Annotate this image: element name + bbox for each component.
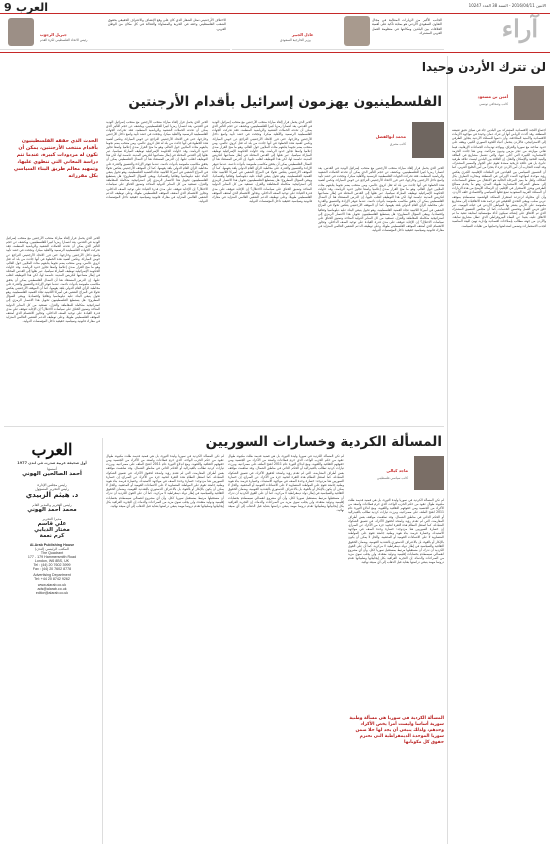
teaser-right-name: عادل الجبير <box>292 32 314 37</box>
article3-author-role: كاتب سياسي فلسطيني <box>376 476 408 480</box>
masthead-manager-3: كرم نعمة <box>39 533 65 539</box>
article3-body-col1 <box>348 498 444 710</box>
masthead-office: المكتب الرئيسي (لندن) <box>34 547 69 551</box>
article2-body-text-4: الخبر الذي يحمل قرار إلغاء مباراة منتخب الأرجنتين مع منتخب إسرائيل الودية في القدس، يعد انتصارا رمزيا كبيرا للفلسطينيين، ويكشف عن حجم التأثير الذي يمكن أن تحدثه الحملات الشعبية والرياضية المنظمة. فقد تحركت الجهات الفلسطينية الرسمية والأهلية مبكرا، ونجحت في حشد تأييد واسع داخل الأرجنتين وخارجها، حتى قرر الاتحاد الأرجنتيني التراجع عن خوض المباراة. وتكمن أهمية هذه الخطوة في أنها جاءت من بلد له ثقل كروي عالمي، ومن منتخب يضم نجوما يتابعهم مئات الملايين حول العالم، وهو ما منح القرار صدى إعلاميا واسعا تجاوز حدود الرياضة. وقد حاولت الحكومة الإسرائيلية توظيف المباراة سياسيا، عبر نقلها إلى القدس المحتلة في إطار مساعيها لتكريس المدينة عاصمة لها، لكن هذا التوظيف انقلب عليها. إن الدرس المستفاد هنا أن النضال الفلسطيني يمكن أن يحقق مكاسب ملموسة بأدوات ناعمة، عندما تتوفر الإرادة والتنسيق والقدرة على مخاطبة الرأي العام الدولي بلغة يفهمها. كما أن الموقف الأرجنتيني يعكس تحولا في المزاج الشعبي في أميركا اللاتينية تجاه القضية الفلسطينية، وهو تحول ينبغي البناء عليه دبلوماسيا وثقافيا واقتصاديا. ويبقى السؤال المطروح: هل يستطيع الفلسطينيون تحويل هذا الانتصار الرمزي إلى استراتيجية متكاملة للمقاطعة والعزل، تستفيد من كل المنابر الدولية المتاحة وتضيق الخناق على سياسات الاحتلال؟ إن الإجابة تتوقف على مدى قدرة القيادة على توحيد الصف الداخلي، وتجاوز الانقسام الذي أضعف الموقف الفلسطيني طويلا، وعلى توظيف الدعم الشعبي العالمي المتزايد في معارك قانونية وسياسية حقيقية داخل المؤسسات الدولية. <box>6 236 100 324</box>
section-title: آراء <box>501 14 538 43</box>
article2-pull-quote: الحدث الذي حققه الفلسطينيون بأقدام منتخب الأرجنتين، يمكن أن تكون له مردودات كبيرة، عندما تتم دراسة المعاني التي تنطوي عليها، وتمهيد معالم طريق البناء السياسي بكل مقرراته <box>13 138 98 179</box>
article1-headline: لن تترك الأردن وحيدا <box>421 60 546 74</box>
article1-author-role: كاتب وصحافي تونسي <box>479 102 508 106</box>
masthead-fax: Fax : (44) 20 7602 8778 <box>32 567 72 571</box>
article2-headline: الفلسطينيون يهزمون إسرائيل بأقدام الأرجنتين <box>128 94 442 110</box>
article1-author-name: أمين بن مسعود <box>477 94 508 99</box>
masthead-logo: العرب <box>31 440 73 459</box>
masthead-tel: Tel : (44) 20 7602 3999 <box>33 563 71 567</box>
article1-body <box>452 128 546 840</box>
teaser-left-photo <box>8 18 34 46</box>
masthead-ceo: محمد أحمد الهوني <box>27 507 77 513</box>
dateline: الاثنين 2016/04/11 - السنة 38 العدد 10247 <box>468 3 546 8</box>
teaser-left <box>0 14 230 50</box>
article2-body-text-3: الخبر الذي يحمل قرار إلغاء مباراة منتخب الأرجنتين مع منتخب إسرائيل الودية في القدس، يعد انتصارا رمزيا كبيرا للفلسطينيين، ويكشف عن حجم التأثير الذي يمكن أن تحدثه الحملات الشعبية والرياضية المنظمة. فقد تحركت الجهات الفلسطينية الرسمية والأهلية مبكرا، ونجحت في حشد تأييد واسع داخل الأرجنتين وخارجها، حتى قرر الاتحاد الأرجنتيني التراجع عن خوض المباراة. وتكمن أهمية هذه الخطوة في أنها جاءت من بلد له ثقل كروي عالمي، ومن منتخب يضم نجوما يتابعهم مئات الملايين حول العالم، وهو ما منح القرار صدى إعلاميا واسعا تجاوز حدود الرياضة. وقد حاولت الحكومة الإسرائيلية توظيف المباراة سياسيا، عبر نقلها إلى القدس المحتلة في إطار مساعيها لتكريس المدينة عاصمة لها، لكن هذا التوظيف انقلب عليها. إن الدرس المستفاد هنا أن النضال الفلسطيني يمكن أن يحقق مكاسب ملموسة بأدوات ناعمة، عندما تتوفر الإرادة والتنسيق والقدرة على مخاطبة الرأي العام الدولي بلغة يفهمها. كما أن الموقف الأرجنتيني يعكس تحولا في المزاج الشعبي في أميركا اللاتينية تجاه القضية الفلسطينية، وهو تحول ينبغي البناء عليه دبلوماسيا وثقافيا واقتصاديا. ويبقى السؤال المطروح: هل يستطيع الفلسطينيون تحويل هذا الانتصار الرمزي إلى استراتيجية متكاملة للمقاطعة والعزل، تستفيد من كل المنابر الدولية المتاحة وتضيق الخناق على سياسات الاحتلال؟ إن الإجابة تتوقف على مدى قدرة القيادة على توحيد الصف الداخلي، وتجاوز الانقسام الذي أضعف الموقف الفلسطيني طويلا، وعلى توظيف الدعم الشعبي العالمي المتزايد في معارك قانونية وسياسية حقيقية داخل المؤسسات الدولية. <box>106 120 208 203</box>
article3-body-text-1: لم تكن المسألة الكردية في سوريا وليدة الثورة، بل هي قضية قديمة ظلت مكبوتة طوال عقود من حكم الحزب الواحد، الذي حرم قطاعات واسعة من الأكراد من الجنسية ومن حقوقهم الثقافية واللغوية. ومع اندلاع الثورة عام 2011 انفتح الملف على مصراعيه، وبرزت تيارات كردية تطالب بالفيدرالية أو الحكم الذاتي في مناطق الشمال. وقد ساهمت مواقف بعض أطراف المعارضة، التي لم تقدم رؤية واضحة لحقوق الأكراد، في تعميق الشكوك المتبادلة، كما استغل النظام هذه الثغرة لتحييد جزء من الأكراد عن الصراع. إن خسارة السوريين هنا مزدوجة: خسارة وحدة الصف في مواجهة الاستبداد، وخسارة فرصة بناء هوية وطنية جامعة تقوم على المواطنة المتساوية لا على الانتماءات القومية أو المذهبية. والحل لا يمكن أن يكون بالإنكار أو بالقوة، بل بالاعتراف الدستوري بالتعددية القومية، وضمان الحقوق الثقافية والسياسية في إطار دولة ديمقراطية لا مركزية. كما أن على القوى الكردية أن تدرك أن مستقبلها مرتبط بمستقبل سوريا ككل، وأن أي مشروع انفصالي سيصطدم بحسابات إقليمية ودولية معقدة، ولن يجلب سوى مزيد من الصراعات والدماء. إن التجربة العراقية بكل إيجابياتها وسلبياتها تقدم دروسا مهمة ينبغي دراستها بعناية قبل الذهاب إلى أي صيغة نهائية. <box>348 498 444 565</box>
masthead <box>6 440 98 595</box>
article3-headline: المسألة الكردية وخسارات السوريين <box>205 434 442 450</box>
article2-author-name: محمد أبوالفضل <box>375 134 406 139</box>
teaser-right-quote: الجانب الأكبر من الزيارات المتتالية في مجال التعاون السعودي الأردني هو بمثابة تأكيد على أهمية العلاقات بين البلدين ومكانتها في منظومة العمل العربي المشترك. <box>372 18 442 36</box>
masthead-founded: أول صحيفة عربية صدرت في لندن 1977 <box>17 461 87 465</box>
article3-author-photo <box>414 456 444 490</box>
masthead-web-3: editor@alarab.co.uk <box>35 591 69 595</box>
article3-body-text-2: لم تكن المسألة الكردية في سوريا وليدة الثورة، بل هي قضية قديمة ظلت مكبوتة طوال عقود من حكم الحزب الواحد، الذي حرم قطاعات واسعة من الأكراد من الجنسية ومن حقوقهم الثقافية واللغوية. ومع اندلاع الثورة عام 2011 انفتح الملف على مصراعيه، وبرزت تيارات كردية تطالب بالفيدرالية أو الحكم الذاتي في مناطق الشمال. وقد ساهمت مواقف بعض أطراف المعارضة، التي لم تقدم رؤية واضحة لحقوق الأكراد، في تعميق الشكوك المتبادلة، كما استغل النظام هذه الثغرة لتحييد جزء من الأكراد عن الصراع. إن خسارة السوريين هنا مزدوجة: خسارة وحدة الصف في مواجهة الاستبداد، وخسارة فرصة بناء هوية وطنية جامعة تقوم على المواطنة المتساوية لا على الانتماءات القومية أو المذهبية. والحل لا يمكن أن يكون بالإنكار أو بالقوة، بل بالاعتراف الدستوري بالتعددية القومية، وضمان الحقوق الثقافية والسياسية في إطار دولة ديمقراطية لا مركزية. كما أن على القوى الكردية أن تدرك أن مستقبلها مرتبط بمستقبل سوريا ككل، وأن أي مشروع انفصالي سيصطدم بحسابات إقليمية ودولية معقدة، ولن يجلب سوى مزيد من الصراعات والدماء. إن التجربة العراقية بكل إيجابياتها وسلبياتها تقدم دروسا مهمة ينبغي دراستها بعناية قبل الذهاب إلى أي صيغة نهائية. <box>228 454 344 513</box>
article1-author <box>450 84 546 124</box>
teaser-right-role: وزير الخارجية السعودي <box>280 38 311 42</box>
masthead-web-2: ads@alarab.co.uk <box>37 587 67 591</box>
article1-author-photo <box>514 86 544 120</box>
masthead-manager-1: علي قاسم <box>37 521 67 527</box>
teaser-right-photo <box>344 16 370 46</box>
article2-author-role: كاتب مصري <box>389 142 406 146</box>
article3-body-col3 <box>106 454 224 840</box>
masthead-ceo-label: رئيس التحرير والمدير العام <box>32 503 72 507</box>
top-bar <box>0 0 550 14</box>
teaser-left-quote: الاختلاف الأرجنتيني تمثل الشعار الذي كان على وقع الإنصاف والاعتراف الحقيقي بحقوق الشعب الفلسطيني وحقه في الحرية والمساواة والعدالة في كل مكان من الوطن العربي. <box>108 18 226 31</box>
teaser-right <box>232 14 444 50</box>
masthead-managing-label: مديرا التحرير <box>42 517 62 521</box>
article3-author <box>346 454 446 494</box>
article2-body-col2 <box>212 120 312 420</box>
article3-body-col2 <box>228 454 344 840</box>
article1-body-text: اجتماع اللجنة الاقتصادية المشتركة بين البلدين جاء في سياق دقيق تعيشه المنطقة، وقد أكدت الرياض أنها لن تترك عمان وحيدة في مواجهة الأزمات الاقتصادية والأمنية المتلاحقة، وأن دعمها للمملكة الأردنية يتجاوز الظرفي إلى الاستراتيجي. فالأردن يتحمل أعباء اللجوء السوري الكبير، ويقف على حدود ساخنة مع سوريا والعراق، ويواجه تهديدات الجماعات الإرهابية، فيما تعاني موازنته من عجز مزمن وديون متراكمة. ومن هنا جاءت الحزمة الاستثمارية الكبيرة التي أعلن عنها، والتي تشمل مشاريع في الطاقة والبنية التحتية والإسكان والنقل. إن العلاقة بين البلدين ليست علاقة ظرفية عابرة، بل هي علاقة تاريخية ممتدة تقوم على الجوار والمصير المشترك، وقد أثبتت التجارب أن أمن الأردن جزء لا يتجزأ من أمن الخليج العربي. كما أن التنسيق السياسي بين القيادتين في الملفات الإقليمية الكبرى يعكس رؤية موحدة لمواجهة التمدد الإيراني في المنطقة ومحاربة التطرف بكل أشكاله. ولعل ما يميز المرحلة الحالية هو الانتقال من منطق المساعدات إلى منطق الشراكة الاستثمارية طويلة المدى، وهو ما يخدم مصالح الطرفين ويعزز الاستقرار في الإقليم. إن الرسالة الأوضح من هذه الزيارات أن المملكة العربية السعودية تضع ثقلها السياسي والاقتصادي خلف الأردن، وأن أي محاولة لزعزعة استقرار المملكة الهاشمية ستصطدم بموقف عربي صلب. ويبقى التحدي الحقيقي في ترجمة هذه الاتفاقيات إلى مشاريع ملموسة على الأرض يشعر بها المواطن الأردني في حياته اليومية، عبر خلق فرص العمل وتحسين الخدمات. كما أن مجلس التنسيق المشترك الذي تم الاتفاق على إنشائه سيكون أداة مؤسساتية لمتابعة تنفيذ ما تم الاتفاق عليه، بعيدا عن البطء البيروقراطي الذي عطل مشاريع سابقة. والأردن من جهته مطالب بإصلاحات اقتصادية وإدارية تهيئ البيئة المناسبة لجذب الاستثمارات وتضمن استدامتها وحمايتها من تقلبات السياسة. <box>452 128 546 228</box>
masthead-address-1: The Quadrant <box>40 551 64 555</box>
article3-pull-quote: المسألة الكردية في سوريا هي مسألة وطنية سورية أساسا وليست أمرا يخص الأكراد وحدهم، ولذلك ينبغي أن يجد لها حلا ضمن سوريا الموحدة الديمقراطية التي تحترم حقوق كل مكوناتها <box>349 716 444 745</box>
article2-body-col3 <box>106 120 208 420</box>
masthead-founder-label: أسسها <box>47 467 57 471</box>
teaser-left-name: جبريل الرجوب <box>40 32 67 37</box>
article2-author-photo <box>412 122 444 158</box>
article2-body-col4 <box>6 236 100 420</box>
header-logo: العرب <box>16 1 49 14</box>
masthead-advert: Advertising Department <box>33 573 71 577</box>
article2-body-col1 <box>318 166 444 420</box>
masthead-chairman: د. هيثم الزبيدي <box>25 491 79 499</box>
masthead-address-3: London, W6 8BS, UK <box>34 559 70 563</box>
masthead-founder: أحمد الصالحين الهوني <box>22 471 82 477</box>
teaser-left-role: رئيس الاتحاد الفلسطيني لكرة القدم <box>40 38 88 42</box>
masthead-board-label: رئيس مجلس الإدارة <box>37 483 67 487</box>
article3-author-name: ماجد كيالي <box>386 468 408 473</box>
article2-body-text-2: الخبر الذي يحمل قرار إلغاء مباراة منتخب الأرجنتين مع منتخب إسرائيل الودية في القدس، يعد انتصارا رمزيا كبيرا للفلسطينيين، ويكشف عن حجم التأثير الذي يمكن أن تحدثه الحملات الشعبية والرياضية المنظمة. فقد تحركت الجهات الفلسطينية الرسمية والأهلية مبكرا، ونجحت في حشد تأييد واسع داخل الأرجنتين وخارجها، حتى قرر الاتحاد الأرجنتيني التراجع عن خوض المباراة. وتكمن أهمية هذه الخطوة في أنها جاءت من بلد له ثقل كروي عالمي، ومن منتخب يضم نجوما يتابعهم مئات الملايين حول العالم، وهو ما منح القرار صدى إعلاميا واسعا تجاوز حدود الرياضة. وقد حاولت الحكومة الإسرائيلية توظيف المباراة سياسيا، عبر نقلها إلى القدس المحتلة في إطار مساعيها لتكريس المدينة عاصمة لها، لكن هذا التوظيف انقلب عليها. إن الدرس المستفاد هنا أن النضال الفلسطيني يمكن أن يحقق مكاسب ملموسة بأدوات ناعمة، عندما تتوفر الإرادة والتنسيق والقدرة على مخاطبة الرأي العام الدولي بلغة يفهمها. كما أن الموقف الأرجنتيني يعكس تحولا في المزاج الشعبي في أميركا اللاتينية تجاه القضية الفلسطينية، وهو تحول ينبغي البناء عليه دبلوماسيا وثقافيا واقتصاديا. ويبقى السؤال المطروح: هل يستطيع الفلسطينيون تحويل هذا الانتصار الرمزي إلى استراتيجية متكاملة للمقاطعة والعزل، تستفيد من كل المنابر الدولية المتاحة وتضيق الخناق على سياسات الاحتلال؟ إن الإجابة تتوقف على مدى قدرة القيادة على توحيد الصف الداخلي، وتجاوز الانقسام الذي أضعف الموقف الفلسطيني طويلا، وعلى توظيف الدعم الشعبي العالمي المتزايد في معارك قانونية وسياسية حقيقية داخل المؤسسات الدولية. <box>212 120 312 203</box>
masthead-manager-2: مختار الدبابي <box>34 527 70 533</box>
masthead-web-1: www.alarab.co.uk <box>37 583 67 587</box>
article2-body-text-1: الخبر الذي يحمل قرار إلغاء مباراة منتخب الأرجنتين مع منتخب إسرائيل الودية في القدس، يعد انتصارا رمزيا كبيرا للفلسطينيين، ويكشف عن حجم التأثير الذي يمكن أن تحدثه الحملات الشعبية والرياضية المنظمة. فقد تحركت الجهات الفلسطينية الرسمية والأهلية مبكرا، ونجحت في حشد تأييد واسع داخل الأرجنتين وخارجها، حتى قرر الاتحاد الأرجنتيني التراجع عن خوض المباراة. وتكمن أهمية هذه الخطوة في أنها جاءت من بلد له ثقل كروي عالمي، ومن منتخب يضم نجوما يتابعهم مئات الملايين حول العالم، وهو ما منح القرار صدى إعلاميا واسعا تجاوز حدود الرياضة. وقد حاولت الحكومة الإسرائيلية توظيف المباراة سياسيا، عبر نقلها إلى القدس المحتلة في إطار مساعيها لتكريس المدينة عاصمة لها، لكن هذا التوظيف انقلب عليها. إن الدرس المستفاد هنا أن النضال الفلسطيني يمكن أن يحقق مكاسب ملموسة بأدوات ناعمة، عندما تتوفر الإرادة والتنسيق والقدرة على مخاطبة الرأي العام الدولي بلغة يفهمها. كما أن الموقف الأرجنتيني يعكس تحولا في المزاج الشعبي في أميركا اللاتينية تجاه القضية الفلسطينية، وهو تحول ينبغي البناء عليه دبلوماسيا وثقافيا واقتصاديا. ويبقى السؤال المطروح: هل يستطيع الفلسطينيون تحويل هذا الانتصار الرمزي إلى استراتيجية متكاملة للمقاطعة والعزل، تستفيد من كل المنابر الدولية المتاحة وتضيق الخناق على سياسات الاحتلال؟ إن الإجابة تتوقف على مدى قدرة القيادة على توحيد الصف الداخلي، وتجاوز الانقسام الذي أضعف الموقف الفلسطيني طويلا، وعلى توظيف الدعم الشعبي العالمي المتزايد في معارك قانونية وسياسية حقيقية داخل المؤسسات الدولية. <box>318 166 444 233</box>
masthead-advert-tel: Tel: +44 20 8742 9262 <box>34 577 70 581</box>
masthead-company: Al-Arab Publishing House <box>29 543 75 547</box>
masthead-address-2: 177 - 179 Hammersmith Road <box>27 555 77 559</box>
article3-body-text-3: لم تكن المسألة الكردية في سوريا وليدة الثورة، بل هي قضية قديمة ظلت مكبوتة طوال عقود من حكم الحزب الواحد، الذي حرم قطاعات واسعة من الأكراد من الجنسية ومن حقوقهم الثقافية واللغوية. ومع اندلاع الثورة عام 2011 انفتح الملف على مصراعيه، وبرزت تيارات كردية تطالب بالفيدرالية أو الحكم الذاتي في مناطق الشمال. وقد ساهمت مواقف بعض أطراف المعارضة، التي لم تقدم رؤية واضحة لحقوق الأكراد، في تعميق الشكوك المتبادلة، كما استغل النظام هذه الثغرة لتحييد جزء من الأكراد عن الصراع. إن خسارة السوريين هنا مزدوجة: خسارة وحدة الصف في مواجهة الاستبداد، وخسارة فرصة بناء هوية وطنية جامعة تقوم على المواطنة المتساوية لا على الانتماءات القومية أو المذهبية. والحل لا يمكن أن يكون بالإنكار أو بالقوة، بل بالاعتراف الدستوري بالتعددية القومية، وضمان الحقوق الثقافية والسياسية في إطار دولة ديمقراطية لا مركزية. كما أن على القوى الكردية أن تدرك أن مستقبلها مرتبط بمستقبل سوريا ككل، وأن أي مشروع انفصالي سيصطدم بحسابات إقليمية ودولية معقدة، ولن يجلب سوى مزيد من الصراعات والدماء. إن التجربة العراقية بكل إيجابياتها وسلبياتها تقدم دروسا مهمة ينبغي دراستها بعناية قبل الذهاب إلى أي صيغة نهائية. <box>106 454 224 508</box>
page-number: 9 <box>4 1 12 14</box>
article2-author <box>316 120 446 162</box>
masthead-editor-label: رئيس التحرير المسؤول <box>35 487 69 491</box>
